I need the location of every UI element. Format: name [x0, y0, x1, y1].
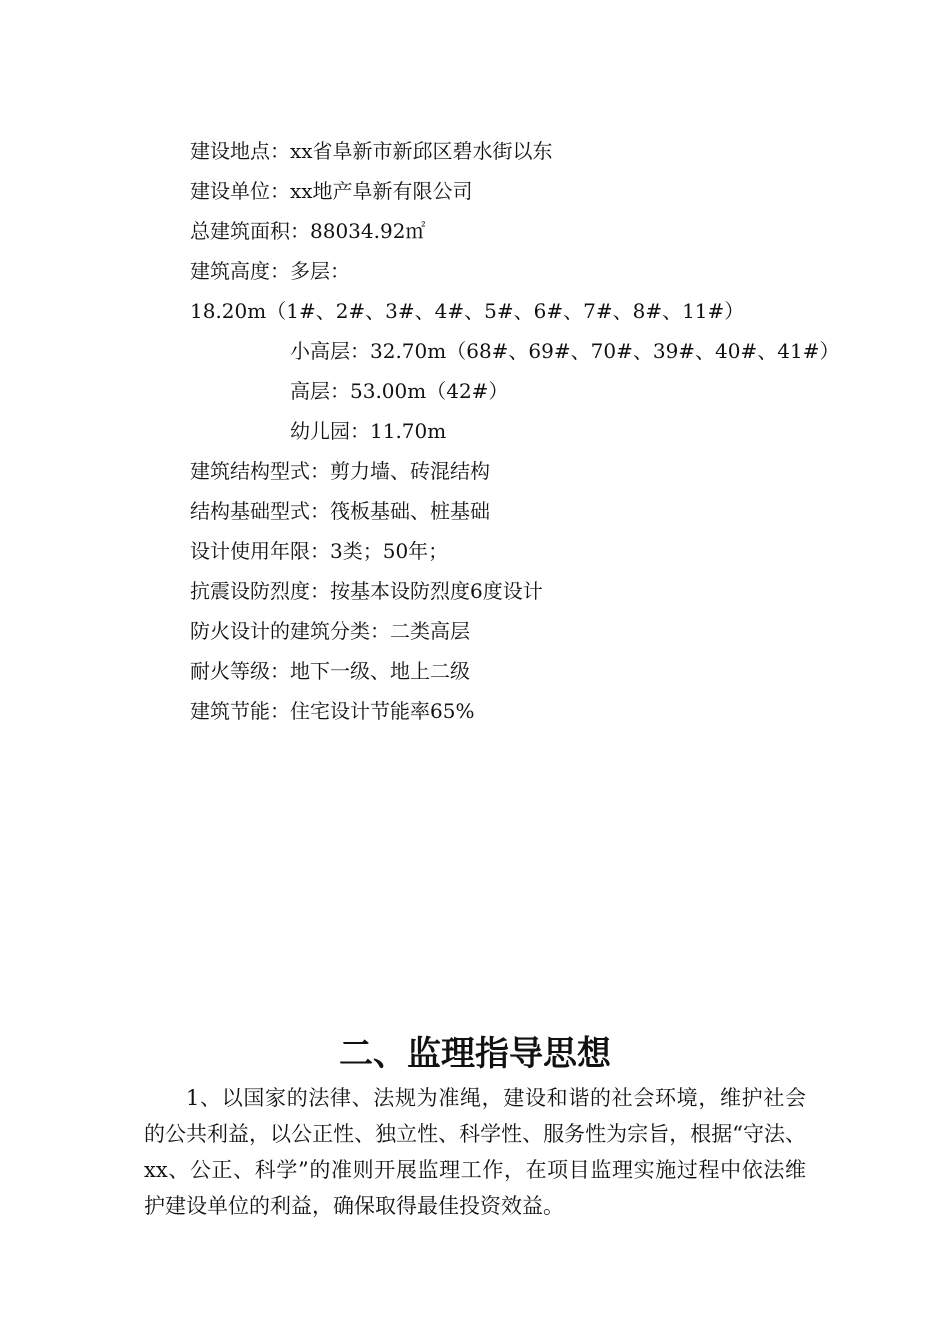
info-line-height-highrise: 高层：53.00m（42#） [290, 379, 509, 403]
section-paragraph: 1、以国家的法律、法规为准绳，建设和谐的社会环境，维护社会的公共利益，以公正性、独立性、科学性、服务性为宗旨，根据“守法、xx、公正、科学”的准则开展监理工作，在项目监理实施过程中依法维护建设单位的利益，确保取得最佳投资效益。 [144, 1086, 806, 1218]
info-line-total-area: 总建筑面积：88034.92㎡ [190, 219, 426, 243]
info-line-fire-rating: 耐火等级：地下一级、地上二级 [190, 659, 470, 683]
info-line-location: 建设地点：xx省阜新市新邱区碧水街以东 [190, 139, 553, 163]
info-line-height-midrise: 小高层：32.70m（68#、69#、70#、39#、40#、41#） [290, 339, 840, 363]
project-info-list [190, 131, 870, 731]
info-line-structure-type: 建筑结构型式：剪力墙、砖混结构 [190, 459, 490, 483]
info-line-energy-saving: 建筑节能：住宅设计节能率65% [190, 699, 475, 723]
info-line-owner: 建设单位：xx地产阜新有限公司 [190, 179, 473, 203]
info-line-height-kindergarten: 幼儿园：11.70m [290, 419, 447, 443]
info-line-height-multistory: 18.20m（1#、2#、3#、4#、5#、6#、7#、8#、11#） [190, 299, 745, 323]
info-line-building-height: 建筑高度：多层： [190, 259, 350, 283]
info-line-fire-classification: 防火设计的建筑分类：二类高层 [190, 619, 470, 643]
info-line-seismic-intensity: 抗震设防烈度：按基本设防烈度6度设计 [190, 579, 543, 603]
info-line-foundation-type: 结构基础型式：筏板基础、桩基础 [190, 499, 490, 523]
info-line-design-life: 设计使用年限：3类；50年； [190, 539, 449, 563]
section-heading: 二、监理指导思想 [339, 1034, 611, 1074]
